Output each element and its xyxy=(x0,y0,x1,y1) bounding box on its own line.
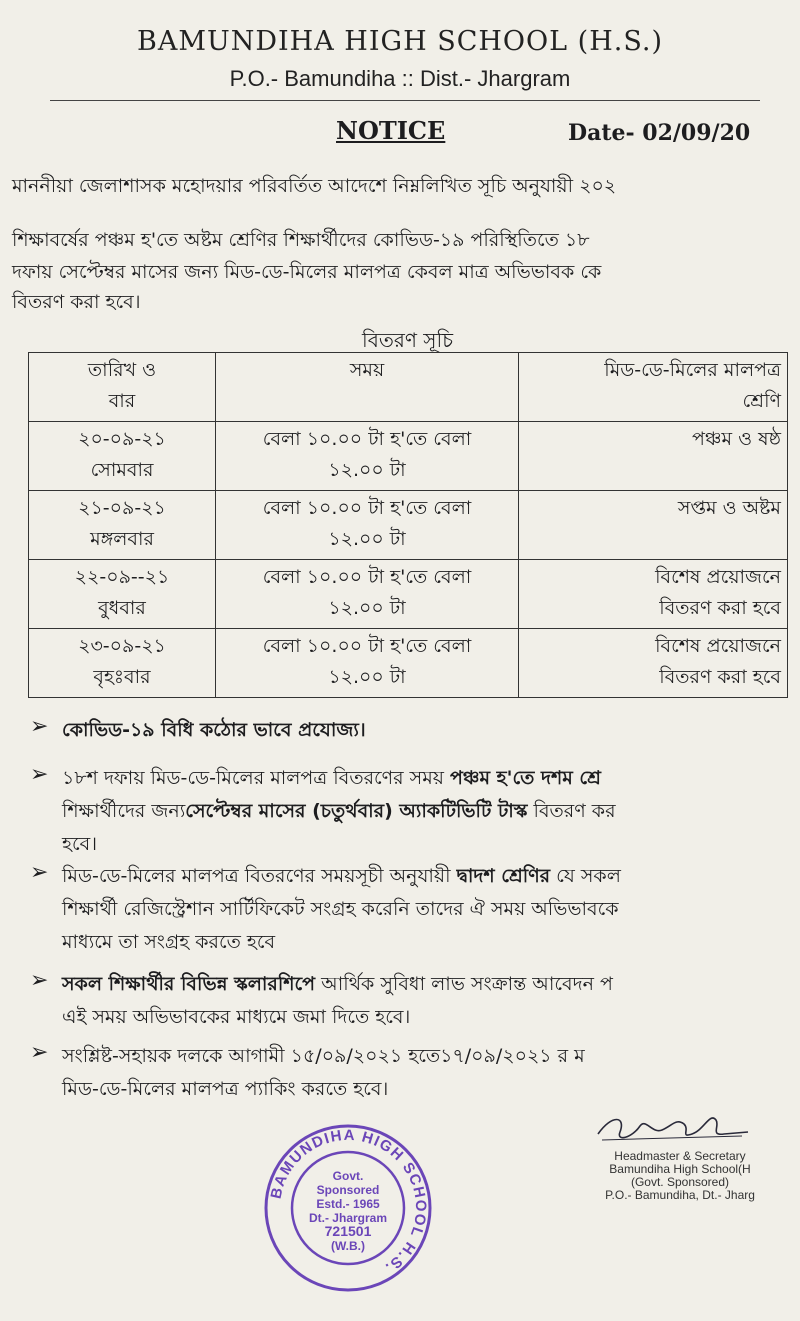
intro-line: শিক্ষাবর্ষের পঞ্চম হ'তে অষ্টম শ্রেণির শিক্ষার্থীদের কোভিড-১৯ পরিস্থিতিতে ১৮ xyxy=(12,229,590,251)
bullet-packing: ➢ সংশ্লিষ্ট-সহায়ক দলকে আগামী ১৫/০৯/২০২১ হতে১৭/০৯/২০২১ র ম মিড-ডে-মিলের মালপত্র প্যাকিং করতে হবে। xyxy=(30,1040,585,1100)
header-divider xyxy=(50,100,760,101)
row-date-cell: ২০-০৯-২১ সোমবার xyxy=(29,422,216,491)
table-row xyxy=(29,629,788,698)
row-class-cell: বিশেষ প্রয়োজনে বিতরণ করা হবে xyxy=(519,560,788,629)
arrow-icon: ➢ xyxy=(30,1040,49,1065)
arrow-icon: ➢ xyxy=(30,860,49,885)
row-date-cell: ২৩-০৯-২১ বৃহঃবার xyxy=(29,629,216,698)
row-date-cell: ২১-০৯-২১ মঙ্গলবার xyxy=(29,491,216,560)
seal-line: 721501 xyxy=(324,1223,372,1239)
row-class-cell: পঞ্চম ও ষষ্ঠ xyxy=(519,422,788,491)
signatory-address: P.O.- Bamundiha, Dt.- Jharg xyxy=(605,1188,755,1202)
notice-date: Date- 02/09/20 xyxy=(568,120,751,146)
school-seal xyxy=(262,1122,434,1294)
table-row xyxy=(29,560,788,629)
seal-line: Dt.- Jhargram xyxy=(308,1211,388,1225)
header-class: মিড-ডে-মিলের মালপত্র শ্রেণি xyxy=(519,353,788,422)
row-class-cell: সপ্তম ও অষ্টম xyxy=(519,491,788,560)
bullet-scholarship: ➢ সকল শিক্ষার্থীর বিভিন্ন স্কলারশিপে আর্থিক সুবিধা লাভ সংক্রান্ত আবেদন প এই সময় অভিভাবকের মাধ্যমে জমা দিতে হবে। xyxy=(30,968,613,1028)
table-row xyxy=(29,422,788,491)
intro-line: দফায় সেপ্টেম্বর মাসের জন্য মিড-ডে-মিলের মালপত্র কেবল মাত্র অভিভাবক কে xyxy=(12,261,602,283)
row-date-cell: ২২-০৯--২১ বুধবার xyxy=(29,560,216,629)
signatory-school: Bamundiha High School(H xyxy=(609,1162,751,1176)
bullet-activity-task: ➢ ১৮শ দফায় মিড-ডে-মিলের মালপত্র বিতরণের সময় পঞ্চম হ'তে দশম শ্রে শিক্ষার্থীদের জন্যসেপ্টেম্বর মাসের (চতুর্থবার) অ্যাকটিভিটি টাস্ক বিতরণ কর হবে। xyxy=(30,762,616,855)
seal-line: (W.B.) xyxy=(331,1239,365,1253)
seal-line: Govt. xyxy=(332,1169,364,1183)
schedule-table xyxy=(28,352,788,698)
headmaster-signature xyxy=(592,1104,752,1152)
intro-line: বিতরণ করা হবে। xyxy=(12,291,141,313)
seal-line: Estd.- 1965 xyxy=(316,1197,380,1211)
row-time-cell: বেলা ১০.০০ টা হ'তে বেলা ১২.০০ টা xyxy=(216,560,519,629)
table-header-row xyxy=(29,353,788,422)
row-time-cell: বেলা ১০.০০ টা হ'তে বেলা ১২.০০ টা xyxy=(216,491,519,560)
row-time-cell: বেলা ১০.০০ টা হ'তে বেলা ১২.০০ টা xyxy=(216,629,519,698)
bullet-registration-certificate: ➢ মিড-ডে-মিলের মালপত্র বিতরণের সময়সূচী অনুযায়ী দ্বাদশ শ্রেণির যে সকল শিক্ষার্থী রেজিস্ট্রেশান সার্টিফিকেট সংগ্রহ করেনি তাদের ঐ সময় অভিভাবকে মাধ্যমে তা সংগ্রহ করতে হবে xyxy=(30,860,621,953)
row-class-cell: বিশেষ প্রয়োজনে বিতরণ করা হবে xyxy=(519,629,788,698)
header-time: সময় xyxy=(216,353,519,422)
arrow-icon: ➢ xyxy=(30,714,49,739)
svg-text:BAMUNDIHA HIGH SCHOOL H.S.: BAMUNDIHA HIGH SCHOOL H.S. xyxy=(267,1126,430,1277)
table-row xyxy=(29,491,788,560)
intro-line: মাননীয়া জেলাশাসক মহোদয়ার পরিবর্তিত আদেশে নিম্নলিখিত সূচি অনুযায়ী ২০২ xyxy=(12,175,617,197)
arrow-icon: ➢ xyxy=(30,968,49,993)
schedule-caption: বিতরণ সূচি xyxy=(362,328,454,352)
school-name: BAMUNDIHA HIGH SCHOOL (H.S.) xyxy=(136,26,663,57)
row-time-cell: বেলা ১০.০০ টা হ'তে বেলা ১২.০০ টা xyxy=(216,422,519,491)
header-date-day: তারিখ ও বার xyxy=(29,353,216,422)
seal-line: Sponsored xyxy=(316,1183,380,1197)
signatory-block xyxy=(560,1150,800,1202)
arrow-icon: ➢ xyxy=(30,762,49,787)
signatory-sponsor: (Govt. Sponsored) xyxy=(630,1175,730,1189)
signatory-title: Headmaster & Secretary xyxy=(614,1149,746,1163)
notice-heading: NOTICE xyxy=(336,116,446,145)
bullet-covid-rules: ➢ কোভিড-১৯ বিধি কঠোর ভাবে প্রযোজ্য। xyxy=(30,714,366,741)
school-address: P.O.- Bamundiha :: Dist.- Jhargram xyxy=(229,66,571,91)
